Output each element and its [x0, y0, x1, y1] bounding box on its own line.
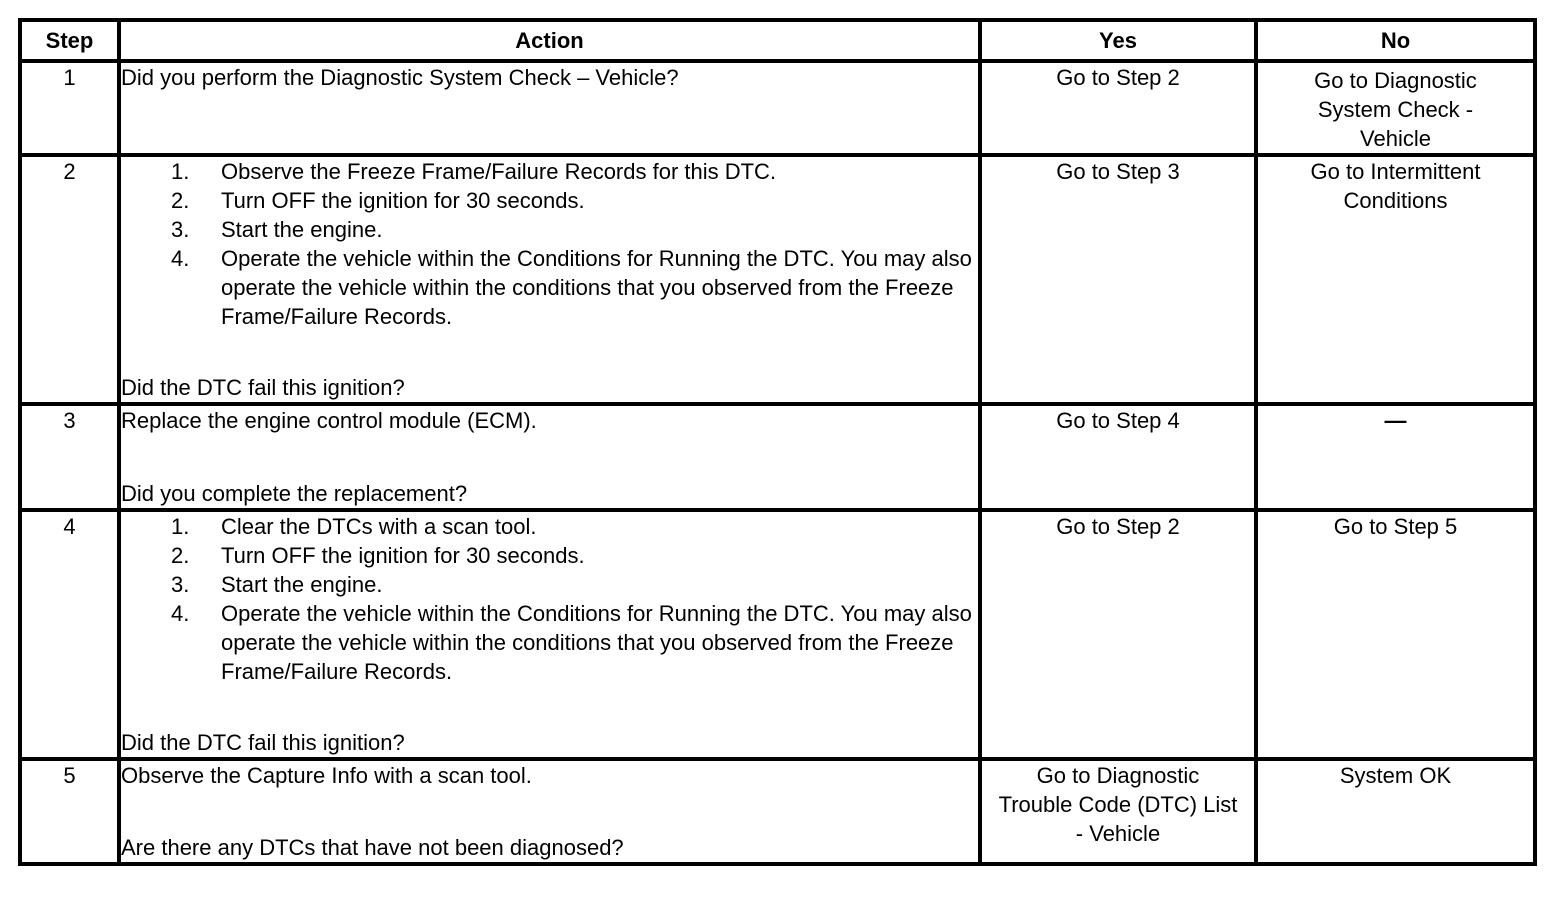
action-question: Did you perform the Diagnostic System Check – Vehicle?: [121, 65, 679, 90]
list-number: 4.: [171, 601, 190, 626]
instruction-list: [121, 157, 978, 331]
list-item: [121, 570, 978, 599]
step-number: 4: [20, 510, 119, 759]
header-row: [20, 20, 1535, 61]
list-item: [121, 215, 978, 244]
action-question: Did you complete the replacement?: [121, 481, 468, 506]
step-number: 1: [20, 61, 119, 155]
list-item: [121, 186, 978, 215]
list-number: 1.: [171, 159, 190, 184]
no-cell: —: [1256, 404, 1535, 510]
list-number: 3.: [171, 572, 190, 597]
header-action: Action: [119, 20, 980, 61]
action-cell: [119, 759, 980, 864]
diagnostic-table: [18, 18, 1537, 866]
table-row: [20, 155, 1535, 404]
action-cell: [119, 510, 980, 759]
action-instruction: Replace the engine control module (ECM).: [121, 408, 537, 433]
yes-cell: Go to Step 3: [980, 155, 1256, 404]
list-number: 2.: [171, 543, 190, 568]
yes-text: Go to Diagnostic Trouble Code (DTC) List - Vehicle: [998, 763, 1238, 846]
action-question: Are there any DTCs that have not been diagnosed?: [121, 835, 624, 860]
list-number: 3.: [171, 217, 190, 242]
step-number: 2: [20, 155, 119, 404]
action-cell: [119, 155, 980, 404]
list-text: Start the engine.: [221, 572, 383, 597]
no-text: Go to Diagnostic System Check - Vehicle: [1314, 68, 1477, 151]
list-text: Observe the Freeze Frame/Failure Records for this DTC.: [221, 159, 777, 184]
list-item: [121, 512, 978, 541]
table-row: [20, 61, 1535, 155]
table-row: [20, 510, 1535, 759]
header-yes: Yes: [980, 20, 1256, 61]
no-cell: [1256, 155, 1535, 404]
list-text: Turn OFF the ignition for 30 seconds.: [221, 188, 585, 213]
list-text: Clear the DTCs with a scan tool.: [221, 514, 537, 539]
list-text: Operate the vehicle within the Conditions for Running the DTC. You may also operate the vehicle within the conditions that you observed from the Freeze Frame/Failure Records.: [221, 246, 972, 329]
table-row: [20, 404, 1535, 510]
list-item: [121, 541, 978, 570]
list-item: [121, 244, 978, 331]
no-text: Go to Intermittent Conditions: [1310, 159, 1481, 213]
list-item: [121, 157, 978, 186]
yes-cell: [980, 759, 1256, 864]
yes-cell: Go to Step 2: [980, 61, 1256, 155]
action-question: Did the DTC fail this ignition?: [121, 730, 405, 755]
action-question: Did the DTC fail this ignition?: [121, 375, 405, 400]
no-cell: [1256, 61, 1535, 155]
instruction-list: [121, 512, 978, 686]
no-cell: System OK: [1256, 759, 1535, 864]
no-cell: Go to Step 5: [1256, 510, 1535, 759]
action-cell: [119, 61, 980, 155]
action-instruction: Observe the Capture Info with a scan tool.: [121, 763, 532, 788]
list-text: Operate the vehicle within the Conditions for Running the DTC. You may also operate the vehicle within the conditions that you observed from the Freeze Frame/Failure Records.: [221, 601, 972, 684]
step-number: 3: [20, 404, 119, 510]
yes-cell: Go to Step 2: [980, 510, 1256, 759]
table-row: [20, 759, 1535, 864]
header-step: Step: [20, 20, 119, 61]
action-cell: [119, 404, 980, 510]
yes-cell: Go to Step 4: [980, 404, 1256, 510]
list-number: 2.: [171, 188, 190, 213]
list-text: Turn OFF the ignition for 30 seconds.: [221, 543, 585, 568]
header-no: No: [1256, 20, 1535, 61]
step-number: 5: [20, 759, 119, 864]
list-item: [121, 599, 978, 686]
list-number: 1.: [171, 514, 190, 539]
list-number: 4.: [171, 246, 190, 271]
list-text: Start the engine.: [221, 217, 383, 242]
